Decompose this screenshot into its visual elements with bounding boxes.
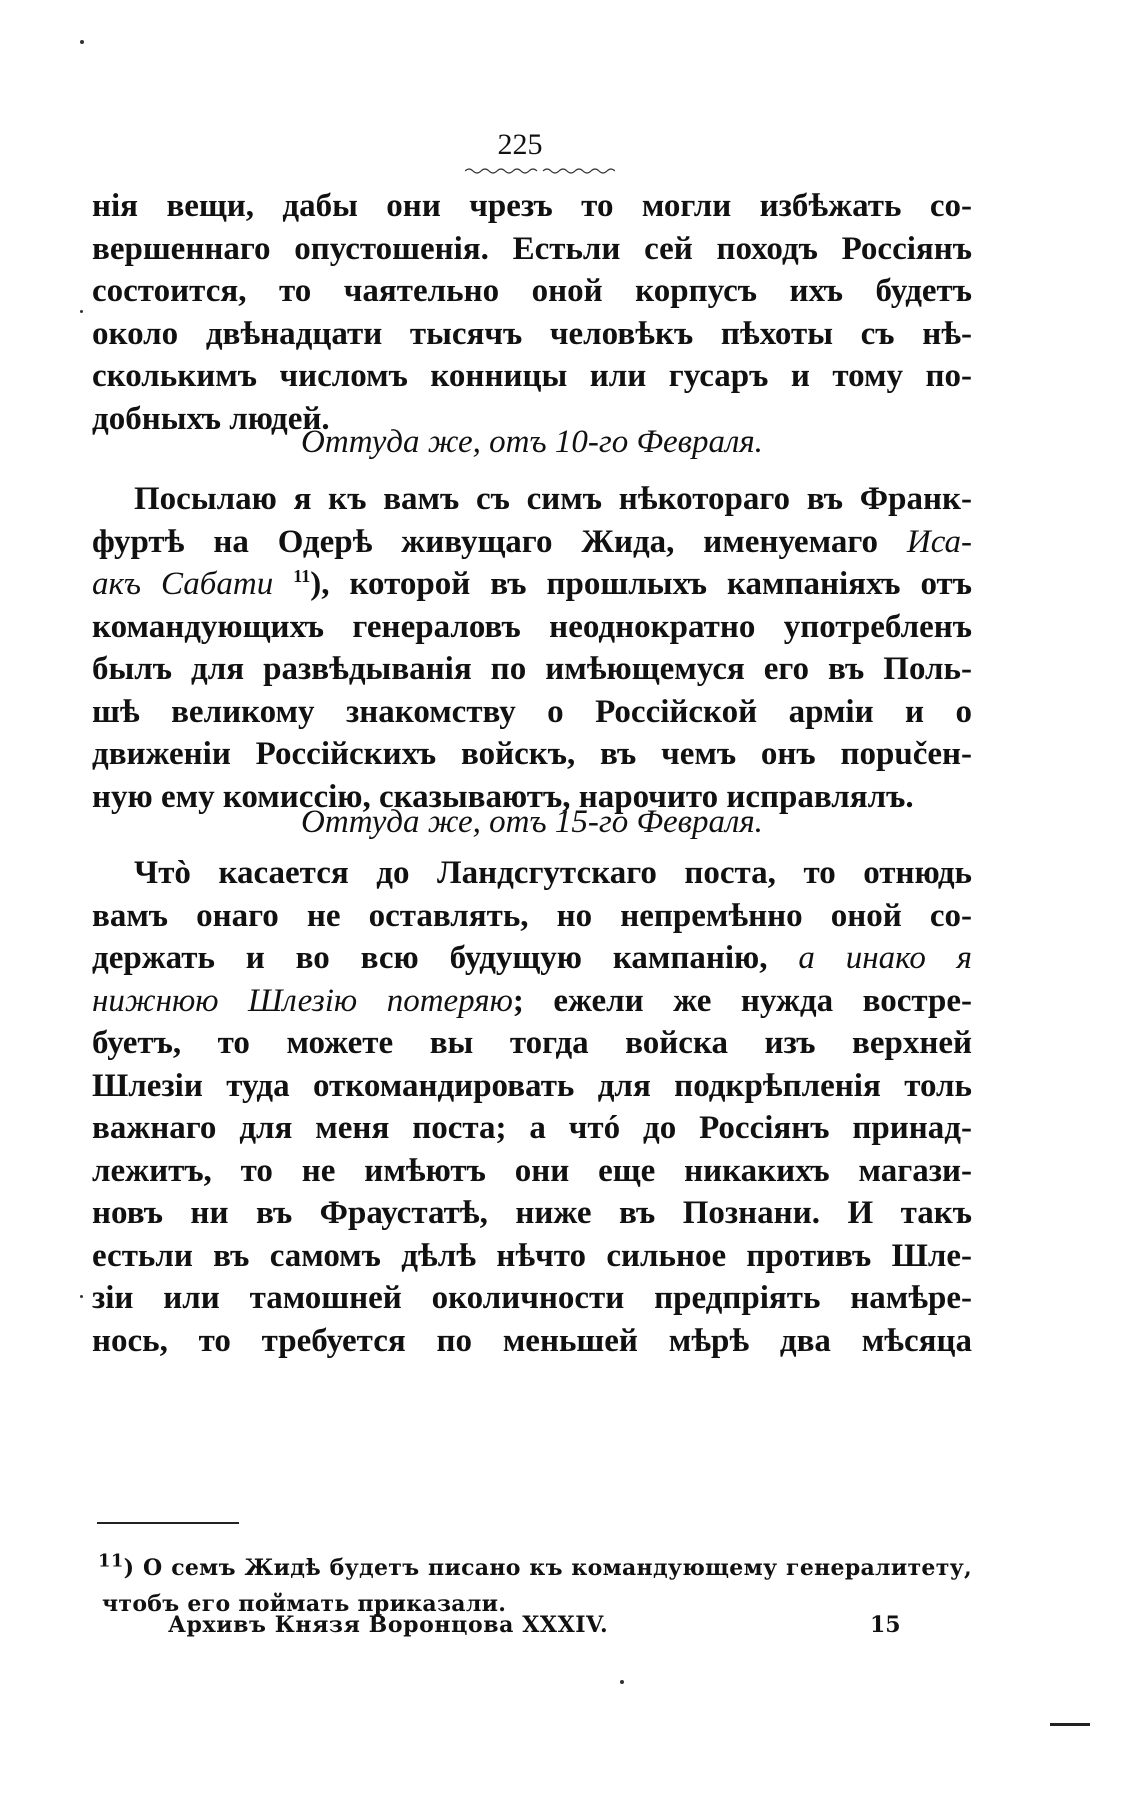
text-line: нось, то требуется по меньшей мѣрѣ два мѣсяца — [92, 1322, 972, 1359]
text-line — [92, 521, 972, 564]
paragraph-15-february — [92, 852, 972, 1362]
text-line: былъ для развѣдыванія по имѣющемуся его въ Поль- — [92, 651, 972, 687]
footnote-ref: 11 — [293, 566, 311, 586]
footnote-text: ) О семъ Жидѣ будетъ писано къ командующему генералитету, — [123, 1555, 972, 1581]
scan-dash — [1050, 1723, 1090, 1726]
text-line: Посылаю я къ вамъ съ симъ нѣкотораго въ Франк- — [134, 481, 972, 517]
text-line — [92, 937, 972, 980]
scan-speck — [80, 40, 84, 44]
text-line: важнаго для меня поста; а чтó до Россіянъ принад- — [92, 1110, 972, 1146]
footnote-number: 11 — [98, 1550, 124, 1572]
text-line: вершеннаго опустошенія. Естьли сей походъ Россіянъ — [92, 230, 972, 267]
text-segment: фуртѣ на Одерѣ живущаго Жида, именуемаго — [92, 523, 878, 560]
italic-name: акъ Сабати — [92, 566, 274, 602]
scan-speck — [80, 310, 83, 313]
text-line: сколькимъ числомъ конницы или гусаръ и тому по- — [92, 358, 972, 394]
signature-mark: Архивъ Князя Воронцова XXXIV. — [168, 1612, 609, 1638]
text-line — [92, 563, 972, 606]
scan-speck — [80, 1295, 83, 1298]
text-line: Чтò касается до Ландсгутскаго поста, то отнюдь — [134, 855, 972, 891]
text-line: около двѣнадцати тысячъ человѣкъ пѣхоты съ нѣ- — [92, 315, 972, 352]
scan-speck — [620, 1680, 624, 1684]
sheet-number: 15 — [870, 1612, 901, 1638]
text-segment: ; ежели же нужда востре- — [512, 982, 972, 1019]
italic-text: а инако я — [798, 940, 973, 976]
text-line: Шлезіи туда откомандировать для подкрѣпленія толь — [92, 1067, 972, 1104]
text-line: буетъ, то можете вы тогда войска изъ верхней — [92, 1025, 972, 1061]
text-line: новъ ни въ Фраустатѣ, ниже въ Познани. И такъ — [92, 1195, 972, 1231]
text-line: командующихъ генераловъ неоднократно употребленъ — [92, 608, 972, 645]
text-segment: держать и во всю будущую кампанію, — [92, 940, 768, 976]
italic-name: Иса- — [906, 523, 972, 560]
text-line: лежитъ, то не имѣютъ они еще никакихъ магази- — [92, 1152, 972, 1189]
text-line: нія вещи, дабы они чрезъ то могли избѣжать со- — [92, 188, 972, 224]
footnote-line: чтобъ его поймать приказали. — [102, 1591, 507, 1617]
text-line — [92, 980, 972, 1023]
footnote-line — [98, 1550, 972, 1586]
text-line: вамъ онаго не оставлять, но непремѣнно оной со- — [92, 897, 972, 934]
text-line: зіи или тамошней околичности предпріять намѣре- — [92, 1280, 972, 1316]
text-segment: ), которой въ прошлыхъ кампаніяхъ отъ — [310, 566, 973, 602]
letter-heading-15-february: Оттуда же, отъ 15-го Февраля. — [301, 804, 763, 840]
text-line: естьли въ самомъ дѣлѣ нѣчто сильное противъ Шле- — [92, 1237, 972, 1274]
text-line: движеніи Россійскихъ войскъ, въ чемъ онъ порučен- — [92, 736, 972, 772]
text-line: ную ему комиссію, сказываютъ, нарочито исправлялъ. — [92, 778, 914, 815]
letter-heading-10-february: Оттуда же, отъ 10-го Февраля. — [301, 424, 763, 460]
text-line: состоится, то чаятельно оной корпусъ ихъ будетъ — [92, 273, 972, 309]
paragraph-10-february — [92, 478, 972, 818]
text-line: шѣ великому знакомству о Россійской арміи и о — [92, 693, 972, 730]
text-line: добныхъ людей. — [92, 400, 330, 437]
paragraph-continuation — [92, 185, 972, 440]
italic-text: нижнюю Шлезію потеряю — [92, 982, 513, 1019]
wavy-rule-ornament — [465, 166, 615, 176]
footnote-divider — [97, 1522, 239, 1524]
page-number: 225 — [497, 128, 543, 161]
